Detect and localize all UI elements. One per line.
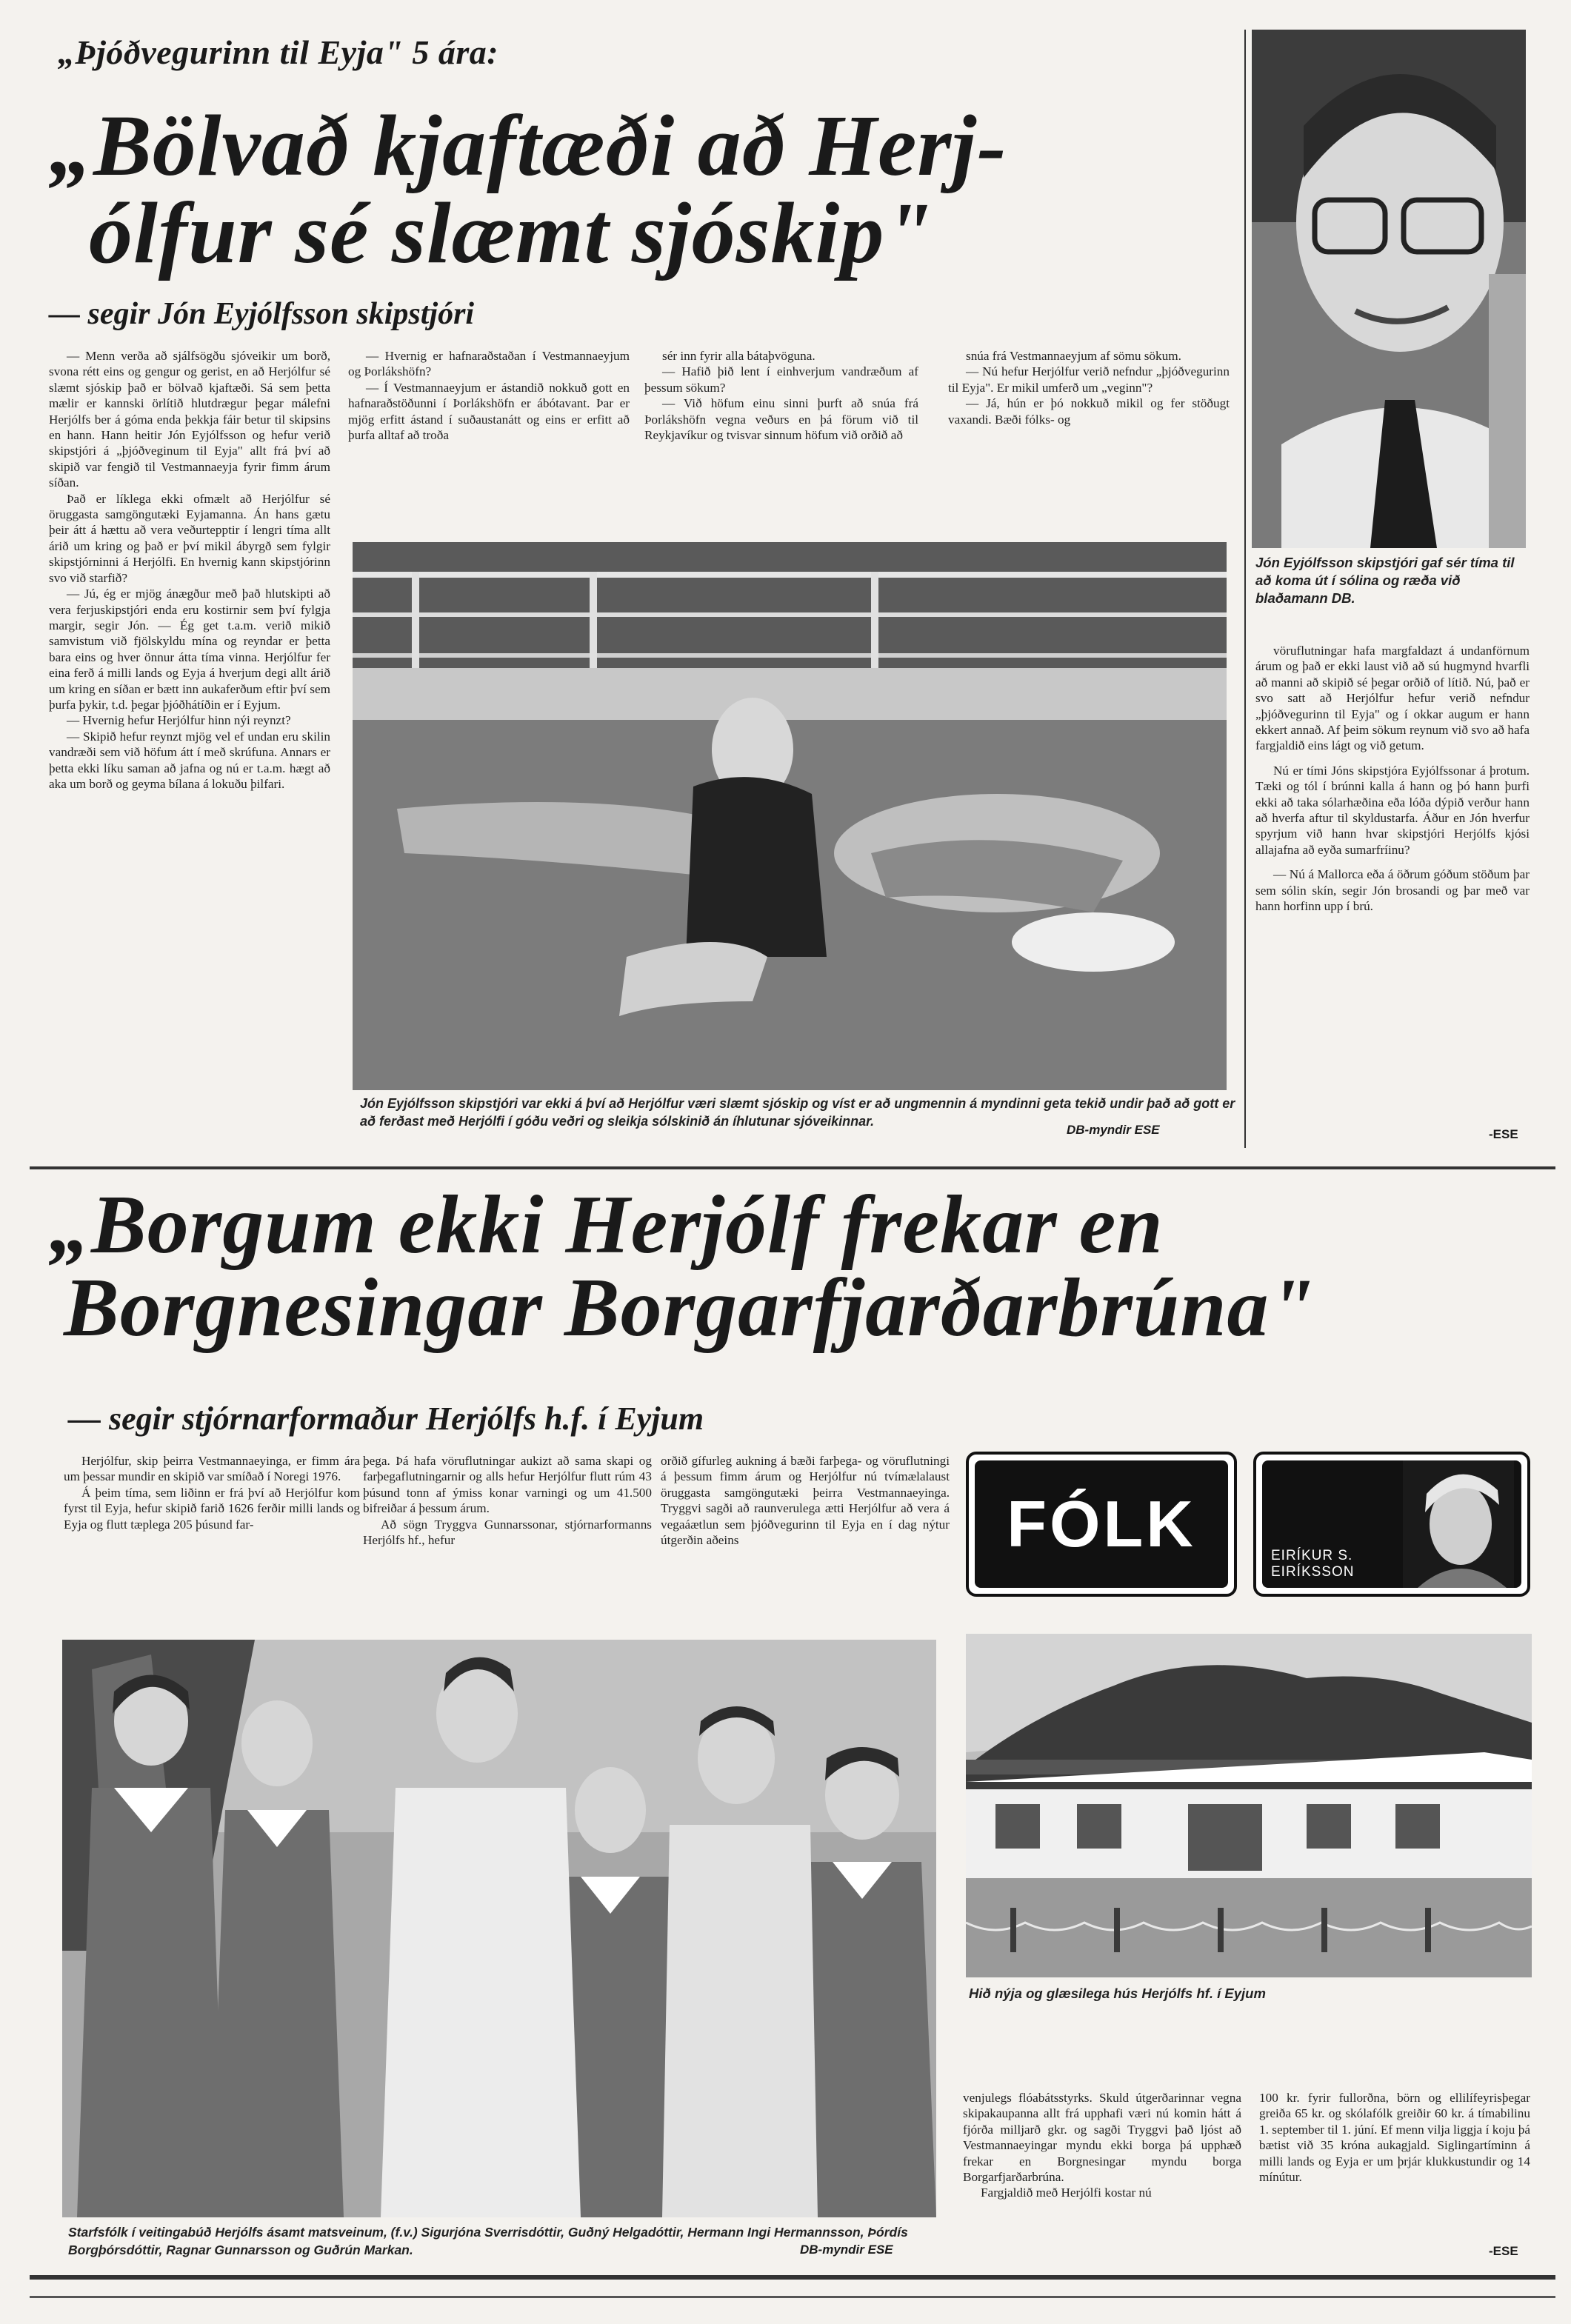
article2-col4-para-1: venjulegs flóabátsstyrks. Skuld útgerðarinnar vegna skipakaupanna allt frá upphafi væri nú komin hátt á fjórða milljarð gkr. og sagði Tryggvi það ljóst að Vestmannaeyingar myndu ekki borga þá upphæð frekar en Borgnesingar myndu borga Borgarfjarðarbrúna. bbox=[963, 2091, 1241, 2185]
article2-column-1 bbox=[64, 1453, 360, 1532]
article1-col1-para-1: — Menn verða að sjálfsögðu sjóveikir um borð, svona rétt eins og gengur og gerist, en að Herjólfur sé slæmt sjóskip það er bölvað kjaftæði. Sá sem þetta mælir er kannski örlítið hlutdrægur þegar málefni Herjólfs ber á góma enda þekkja fáir betur til skipsins en hann. Hann heitir Jón Eyjólfsson og hefur verið skipstjóri á „þjóðveginum til Eyja" allt frá því að skipið var fengið til Vestmannaeyja fyrir fimm árum síðan. bbox=[49, 349, 330, 490]
article2-col1-para-1: Herjólfur, skip þeirra Vestmannaeyinga, er fimm ára um þessar mundir en skipið var smíðað í Noregi 1976. bbox=[64, 1454, 360, 1484]
article1-column-3 bbox=[644, 348, 918, 443]
folk-logo-inner bbox=[975, 1460, 1228, 1588]
article1-kicker: „Þjóðvegurinn til Eyja" 5 ára: bbox=[58, 33, 499, 71]
article2-col2-para-1: þega. Þá hafa vöruflutningar aukizt að sama skapi og farþegaflutningarnir og alls hefur Herjólfur flutt rúm 43 þúsund tonn af ýmiss konar varningi og um 41.500 bifreiðar á þessum árum. bbox=[363, 1454, 652, 1516]
article2-photo-credit: DB-myndir ESE bbox=[800, 2243, 893, 2257]
article1-col4-para-1: snúa frá Vestmannaeyjum af sömu sökum. bbox=[966, 349, 1181, 363]
columnist-name-line1: EIRÍKUR S. bbox=[1271, 1548, 1353, 1563]
article2-column-4 bbox=[963, 2090, 1241, 2201]
article1-photo-credit: DB-myndir ESE bbox=[1067, 1123, 1160, 1137]
article2-signoff: -ESE bbox=[1489, 2244, 1518, 2258]
ship-deck-image bbox=[353, 542, 1227, 1090]
article2-column-2 bbox=[363, 1453, 652, 1548]
article2-headline-line2: Borgnesingar Borgarfjarðarbrúna" bbox=[64, 1262, 1316, 1354]
article2-col5-para-1: 100 kr. fyrir fullorðna, börn og ellilífeyrisþegar greiða 65 kr. og skólafólk greiðir 60 kr. á tímabilinu 1. september til 1. júní. Ef menn vilja liggja í koju þá bætist við 35 króna aukagjald. Siglingartíminn á milli lands og Eyja er um þrjár klukkustundir og 14 mínútur. bbox=[1259, 2091, 1530, 2185]
article2-column-5 bbox=[1259, 2090, 1530, 2185]
building-photo bbox=[966, 1634, 1532, 1977]
article1-column-1 bbox=[49, 348, 330, 792]
article1-headline-line1: „Bölvað kjaftæði að Herj- bbox=[49, 97, 1007, 194]
article1-column-5 bbox=[1255, 643, 1530, 915]
article2-column-3 bbox=[661, 1453, 950, 1548]
article1-col4-para-3: — Já, hún er þó nokkuð mikil og fer stöðugt vaxandi. Bæði fólks- og bbox=[948, 396, 1230, 427]
article2-col4-para-2: Fargjaldið með Herjólfi kostar nú bbox=[981, 2186, 1152, 2200]
article1-headline bbox=[49, 97, 1234, 281]
portrait-divider bbox=[1244, 30, 1246, 1148]
columnist-name-line2: EIRÍKSSON bbox=[1271, 1564, 1355, 1580]
staff-group-image bbox=[62, 1640, 936, 2217]
article1-byline: — segir Jón Eyjólfsson skipstjóri bbox=[49, 297, 475, 331]
staff-group-photo bbox=[62, 1640, 936, 2217]
article1-col3-para-2: — Hafið þið lent í einhverjum vandræðum af þessum sökum? bbox=[644, 364, 918, 395]
article1-col1-para-4: — Hvernig hefur Herjólfur hinn nýi reynzt? bbox=[67, 713, 291, 728]
article1-headline-line2: ólfur sé slæmt sjóskip" bbox=[89, 184, 934, 281]
portrait-image bbox=[1252, 30, 1526, 548]
columnist-box bbox=[1253, 1452, 1530, 1597]
article1-col1-para-2: Það er líklega ekki ofmælt að Herjólfur sé öruggasta samgöngutæki Eyjamanna. Án hans gætu þeir átt á hættu að vera veðurtepptir í lengri tíma allt árið um kring og það er því mikil ábyrgð sem fylgir skipstjórninni á Herjólfi. En hvernig kann skipstjórinn svo við starfið? bbox=[49, 491, 330, 585]
article2-col1-para-2: Á þeim tíma, sem liðinn er frá því að Herjólfur kom fyrst til Eyja, hefur skipið farið 1626 ferðir milli lands og Eyja og flutt tæplega 205 þúsund far- bbox=[64, 1485, 360, 1532]
article1-col1-para-3: — Jú, ég er mjög ánægður með það hlutskipti að vera ferjuskipstjóri enda eru kostirnir sem því fylgja margir, segir Jón. — Ég get t.a.m. verið mikið samvistum við fjölskyldu mína og reyndar er þetta bara eins og hver önnur átta tíma vinna. Herjólfur fer eina ferð á milli lands og Eyja á hverjum degi allt árið um kring en síðan er bætt inn aukaferðum eftir því sem þurfa þykir, t.d. þegar þjóðhátíðin er í Eyjum. bbox=[49, 587, 330, 712]
columnist-name bbox=[1271, 1548, 1354, 1580]
article1-column-4 bbox=[948, 348, 1230, 427]
portrait-caption: Jón Eyjólfsson skipstjóri gaf sér tíma til að koma út í sólina og ræða við blaðamann DB. bbox=[1255, 555, 1515, 606]
columnist-inner bbox=[1262, 1460, 1521, 1588]
article1-col3-para-3: — Við höfum einu sinni þurft að snúa frá Þorlákshöfn vegna veðurs en þá förum við til Reykjavíkur og tvisvar sinnum höfum við orðið að bbox=[644, 396, 918, 443]
building-caption: Hið nýja og glæsilega hús Herjólfs hf. í Eyjum bbox=[969, 1986, 1266, 2001]
article1-col5-para-1: vöruflutningar hafa margfaldazt á undanförnum árum og það er ekki laust við að sú hugmynd hvarfli að manni að skipið sé þegar orðið of lítið. Nú, það er svo satt að Herjólfur hefur verið nefndur „þjóðvegurinn til Eyja" og í okkar augum er hann ekkert annað. Af þeim sökum reynum við svo að hafa fargjaldið eins lágt og við getum. bbox=[1255, 644, 1530, 753]
bottom-rule bbox=[30, 2275, 1555, 2280]
article2-col3-para-1: orðið gífurleg aukning á bæði farþega- og vöruflutningi á þessum fimm árum og Herjólfur nú tvímælalaust öruggasta samgöngutæki þeirra Vestmannaeyinga. Tryggvi sagði að raunverulega ætti Herjólfur að vera á vegaáætlun sem þjóðvegurinn til Eyja en í dag nýtur útgerðin aðeins bbox=[661, 1454, 950, 1548]
building-image bbox=[966, 1634, 1532, 1977]
article1-col2-para-2: — Í Vestmannaeyjum er ástandið nokkuð gott en hafnaraðstöðunni í Þorlákshöfn er ábótavant. Þar er mjög erfitt ástand í suðaustanátt og eins er erfitt að þurfa alltaf að troða bbox=[348, 380, 630, 443]
article1-col5-para-3: — Nú á Mallorca eða á öðrum góðum stöðum þar sem sólin skín, segir Jón brosandi og þar með var hann horfinn upp í brú. bbox=[1255, 867, 1530, 914]
ship-photo-caption: Jón Eyjólfsson skipstjóri var ekki á því að Herjólfur væri slæmt sjóskip og víst er að ungmennin á myndinni geta tekið undir það að gott er að ferðast með Herjólfi í góðu veðri og sleikja sólskinið án íhlutunar sjóveikinnar. bbox=[360, 1096, 1235, 1129]
article-divider bbox=[30, 1166, 1555, 1169]
article1-column-2 bbox=[348, 348, 630, 443]
ship-deck-photo bbox=[353, 542, 1227, 1090]
article1-col4-para-2: — Nú hefur Herjólfur verið nefndur „þjóðvegurinn til Eyja". Er mikil umferð um „veginn"? bbox=[948, 364, 1230, 395]
portrait-photo bbox=[1252, 30, 1526, 548]
article2-col2-para-2: Að sögn Tryggva Gunnarssonar, stjórnarformanns Herjólfs hf., hefur bbox=[363, 1517, 652, 1548]
article1-col3-para-1: sér inn fyrir alla bátaþvöguna. bbox=[662, 349, 815, 363]
article2-headline bbox=[49, 1179, 1560, 1354]
columnist-photo bbox=[1403, 1460, 1514, 1588]
group-photo-caption: Starfsfólk í veitingabúð Herjólfs ásamt matsveinum, (f.v.) Sigurjóna Sverrisdóttir, Guðný Helgadóttir, Hermann Ingi Hermannsson, Þórdís Borgþórsdóttir, Ragnar Gunnarsson og Guðrún Markan. bbox=[68, 2225, 908, 2257]
article1-col1-para-5: — Skipið hefur reynzt mjög vel ef undan eru skilin vandræði sem við höfum átt í með skrúfuna. Annars er þetta ekki líku saman að jafna og nú er t.a.m. hægt að aka um borð og geyma bílana á lokuðu þilfari. bbox=[49, 729, 330, 791]
folk-logo-box bbox=[966, 1452, 1237, 1597]
bottom-rule-thin bbox=[30, 2296, 1555, 2298]
article1-col2-para-1: — Hvernig er hafnaraðstaðan í Vestmannaeyjum og Þorlákshöfn? bbox=[348, 349, 630, 379]
article1-col5-para-2: Nú er tími Jóns skipstjóra Eyjólfssonar á þrotum. Tæki og tól í brúnni kalla á hann og þó hann þurfi ekki að taka sólarhæðina eða lóða dýpið verður hann að hverfa aftur til skyldustarfa. Áður en Jón hverfur spyrjum við hann hvar skipstjóri Herjólfs kjósi allajafna að eyða sumarfríinu? bbox=[1255, 763, 1530, 857]
article2-byline: — segir stjórnarformaður Herjólfs h.f. í Eyjum bbox=[68, 1400, 704, 1437]
article1-signoff: -ESE bbox=[1489, 1127, 1518, 1141]
article2-headline-line1: „Borgum ekki Herjólf frekar en bbox=[49, 1179, 1164, 1271]
folk-logo-text: FÓLK bbox=[1007, 1487, 1196, 1560]
